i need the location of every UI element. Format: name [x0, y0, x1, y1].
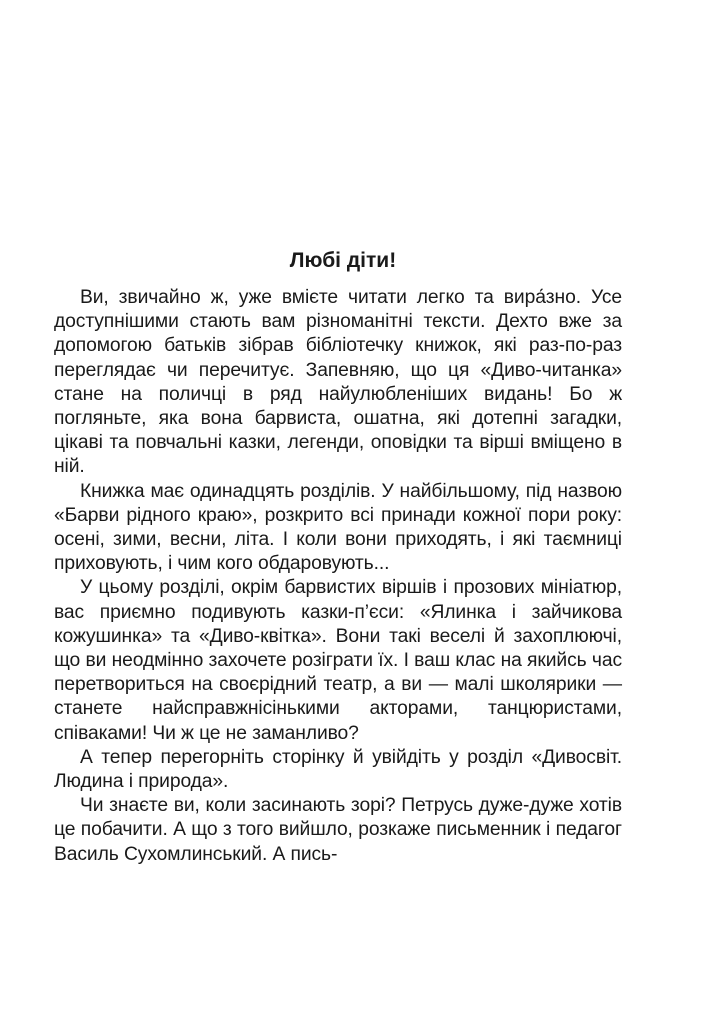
page-body	[54, 246, 622, 867]
paragraph-3: У цьому розділі, окрім барвистих віршів і прозових мініатюр, вас приємно подивують казки-п’єси: «Ялинка і зайчикова кожушинка» та «Диво-квітка». Вони такі веселі й захоплюючі, що ви неодмінно захочете розіграти їх. І ваш клас на якийсь час перетвориться на своєрідний театр, а ви — малі школярики — станете найсправжнісінькими акторами, танцюристами, співаками! Чи ж це не заманливо?	[54, 577, 622, 744]
page-title: Любі діти!	[289, 249, 397, 272]
paragraph-5: Чи знаєте ви, коли засинають зорі? Петрусь дуже-дуже хотів це побачити. А що з того вийшло, розкаже письменник і педагог Василь Сухомлинський. А пись-	[54, 795, 622, 865]
paragraph-1: Ви, звичайно ж, уже вмієте читати легко та вира́зно. Усе доступнішими стають вам різноманітні тексти. Дехто вже за допомогою батьків зібрав бібліотечку книжок, які раз-по-раз переглядає чи перечитує. Запевняю, що ця «Диво-читанка» стане на поличці в ряд найулюбленіших видань! Бо ж погляньте, яка вона барвиста, ошатна, які дотепні загадки, цікаві та повчальні казки, легенди, оповідки та вірші вміщено в ній.	[54, 287, 622, 478]
paragraph-2: Книжка має одинадцять розділів. У найбільшому, під назвою «Барви рідного краю», розкрито всі принади кожної пори року: осені, зими, весни, літа. І коли вони приходять, і які таємниці приховують, і чим кого обдаровують...	[54, 480, 622, 575]
paragraph-4: А тепер перегорніть сторінку й увійдіть у розділ «Дивосвіт. Людина і природа».	[54, 746, 622, 793]
